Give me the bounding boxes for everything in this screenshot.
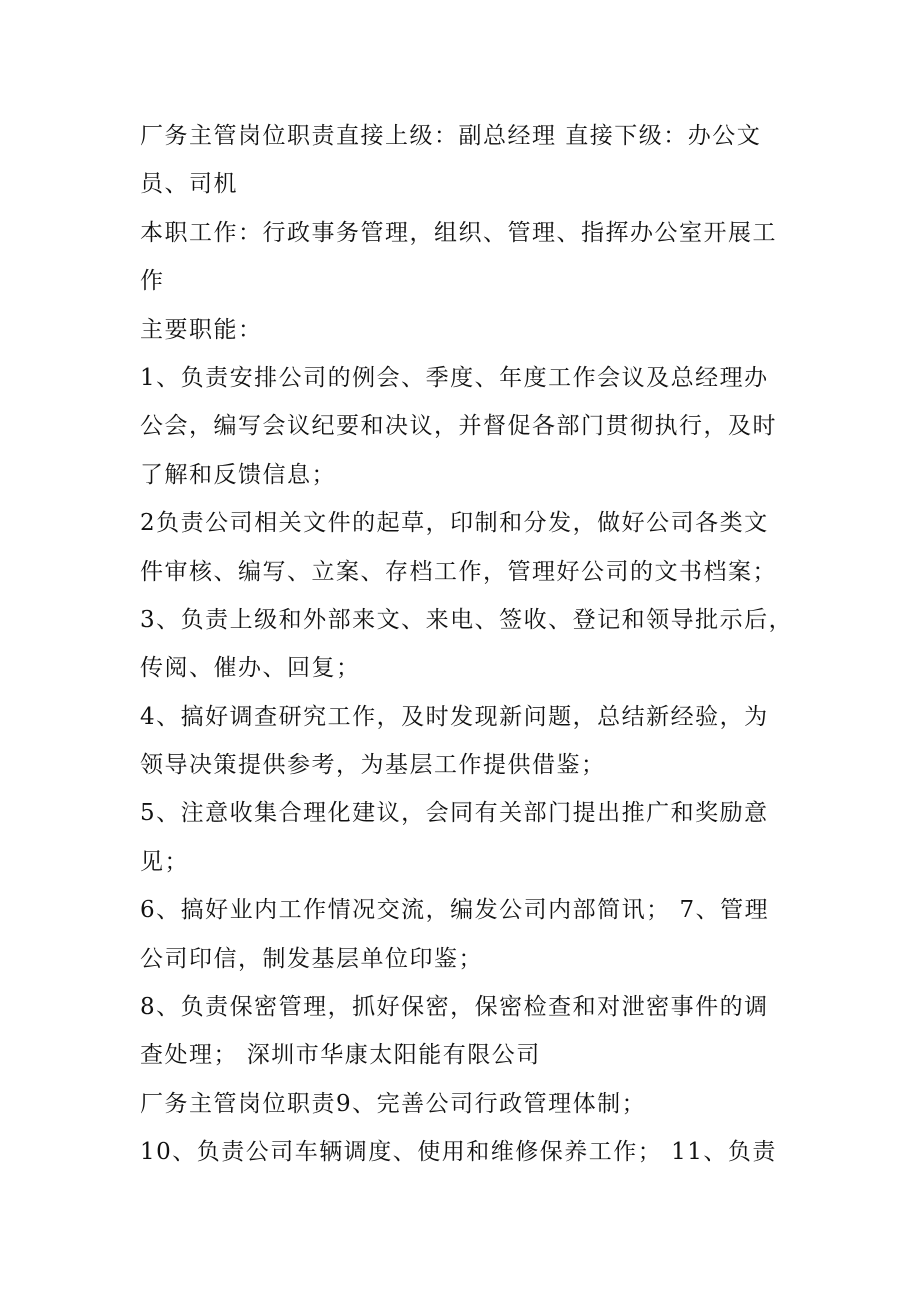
text-line: 传阅、催办、回复；	[140, 655, 361, 682]
text-line: 6、搞好业内工作情况交流，编发公司内部简讯； 7、管理	[140, 897, 770, 924]
section-heading: 主要职能：	[140, 316, 263, 343]
text-line: 领导决策提供参考，为基层工作提供借鉴；	[140, 752, 606, 779]
text-line: 5、注意收集合理化建议，会同有关部门提出推广和奖励意	[140, 800, 769, 827]
text-line: 件审核、编写、立案、存档工作，管理好公司的文书档案；	[140, 558, 777, 585]
text-line: 公会，编写会议纪要和决议，并督促各部门贯彻执行，及时	[140, 413, 777, 440]
text-line: 作	[140, 268, 165, 295]
document-body	[140, 112, 794, 1177]
text-line: 查处理； 深圳市华康太阳能有限公司	[140, 1042, 541, 1069]
text-line: 1、负责安排公司的例会、季度、年度工作会议及总经理办	[140, 364, 769, 391]
text-line: 3、负责上级和外部来文、来电、签收、登记和领导批示后，	[140, 606, 794, 633]
text-line: 见；	[140, 848, 189, 875]
text-line: 公司印信，制发基层单位印鉴；	[140, 945, 483, 972]
text-line: 本职工作：行政事务管理，组织、管理、指挥办公室开展工	[140, 219, 777, 246]
text-line: 了解和反馈信息；	[140, 461, 336, 488]
text-line: 2负责公司相关文件的起草，印制和分发，做好公司各类文	[140, 510, 769, 537]
text-line: 员、司机	[140, 171, 238, 198]
text-line: 10、负责公司车辆调度、使用和维修保养工作； 11、负责	[140, 1139, 777, 1166]
text-line: 8、负责保密管理，抓好保密，保密检查和对泄密事件的调	[140, 994, 769, 1021]
text-line: 厂务主管岗位职责直接上级：副总经理 直接下级：办公文	[140, 123, 762, 149]
text-line: 厂务主管岗位职责9、完善公司行政管理体制；	[140, 1090, 647, 1117]
text-line: 4、搞好调查研究工作，及时发现新问题，总结新经验，为	[140, 703, 769, 730]
